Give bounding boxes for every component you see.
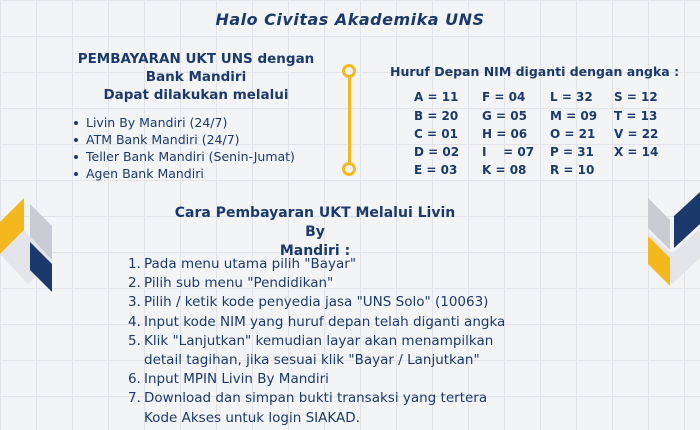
list-item (128, 389, 568, 427)
channel-label: Livin By Mandiri (24/7) (86, 115, 228, 130)
nim-code-cell: I = 07 (482, 145, 535, 159)
right-decoration-icon (644, 188, 700, 292)
list-item (128, 370, 568, 389)
nim-code-cell: S = 12 (614, 90, 658, 104)
step-text-line: Input MPIN Livin By Mandiri (144, 371, 329, 388)
payment-steps (128, 255, 568, 428)
ukt-heading-line: Dapat dilakukan melalui (103, 87, 289, 103)
list-item (128, 332, 568, 370)
step-text-line: Kode Akses untuk login SIAKAD. (144, 409, 360, 426)
step-text (144, 332, 568, 370)
step-text (144, 370, 568, 389)
step-number: 3. (128, 294, 141, 311)
step-text (144, 274, 568, 293)
step-number: 6. (128, 371, 141, 388)
step-text-line: detail tagihan, jika sesuai klik "Bayar / Lanjutkan" (144, 352, 480, 369)
step-text (144, 389, 568, 427)
channel-label: Teller Bank Mandiri (Senin-Jumat) (86, 149, 295, 164)
list-item (128, 274, 568, 293)
step-text (144, 293, 568, 312)
nim-code-cell: L = 32 (550, 90, 593, 104)
nim-code-cell: X = 14 (614, 145, 659, 159)
timeline-node-icon (342, 64, 356, 78)
step-text-line: Pilih / ketik kode penyedia jasa "UNS Solo" (10063) (144, 294, 489, 311)
nim-code-cell: H = 06 (482, 127, 528, 141)
list-item (128, 293, 568, 312)
nim-code-cell: C = 01 (414, 127, 458, 141)
payment-heading-line: Mandiri : (279, 243, 351, 259)
nim-code-cell: T = 13 (614, 109, 658, 123)
step-text-line: Pada menu utama pilih "Bayar" (144, 256, 357, 272)
nim-code-cell: K = 08 (482, 163, 527, 177)
payment-heading (170, 204, 460, 261)
step-number: 5. (128, 332, 141, 349)
nim-code-cell: V = 22 (614, 127, 659, 141)
ukt-heading-line: PEMBAYARAN UKT UNS dengan (77, 51, 315, 67)
step-text-line: Download dan simpan bukti transaksi yang tertera (144, 390, 488, 407)
nim-code-cell: P = 31 (550, 145, 594, 159)
list-item (128, 255, 568, 274)
nim-heading: Huruf Depan NIM diganti dengan angka : (390, 64, 680, 79)
step-text (144, 255, 568, 274)
nim-code-cell: R = 10 (550, 163, 595, 177)
nim-code-cell: F = 04 (482, 90, 526, 104)
step-text-line: Klik "Lanjutkan" kemudian layar akan menampilkan (144, 332, 494, 349)
list-item (128, 313, 568, 332)
nim-code-cell: O = 21 (550, 127, 596, 141)
page-title: Halo Civitas Akademika UNS (215, 10, 485, 29)
step-text-line: Input kode NIM yang huruf depan telah diganti angka (144, 313, 506, 330)
step-text-line: Pilih sub menu "Pendidikan" (144, 275, 334, 292)
step-text (144, 313, 568, 332)
nim-code-cell: M = 09 (550, 109, 598, 123)
nim-code-cell: D = 02 (414, 145, 460, 159)
nim-code-cell: B = 20 (414, 109, 459, 123)
channel-label: Agen Bank Mandiri (86, 166, 204, 181)
step-number: 1. (128, 256, 141, 272)
payment-heading-line: Cara Pembayaran UKT Melalui Livin By (174, 205, 456, 240)
nim-code-cell: G = 05 (482, 109, 527, 123)
nim-code-cell: E = 03 (414, 163, 458, 177)
ukt-heading-line: Bank Mandiri (145, 69, 247, 85)
step-number: 4. (128, 313, 141, 330)
left-decoration-icon (0, 196, 56, 296)
step-number: 7. (128, 390, 141, 407)
step-number: 2. (128, 275, 141, 292)
nim-code-cell: A = 11 (414, 90, 459, 104)
nim-code-table (0, 90, 700, 180)
channel-label: ATM Bank Mandiri (24/7) (86, 132, 240, 147)
